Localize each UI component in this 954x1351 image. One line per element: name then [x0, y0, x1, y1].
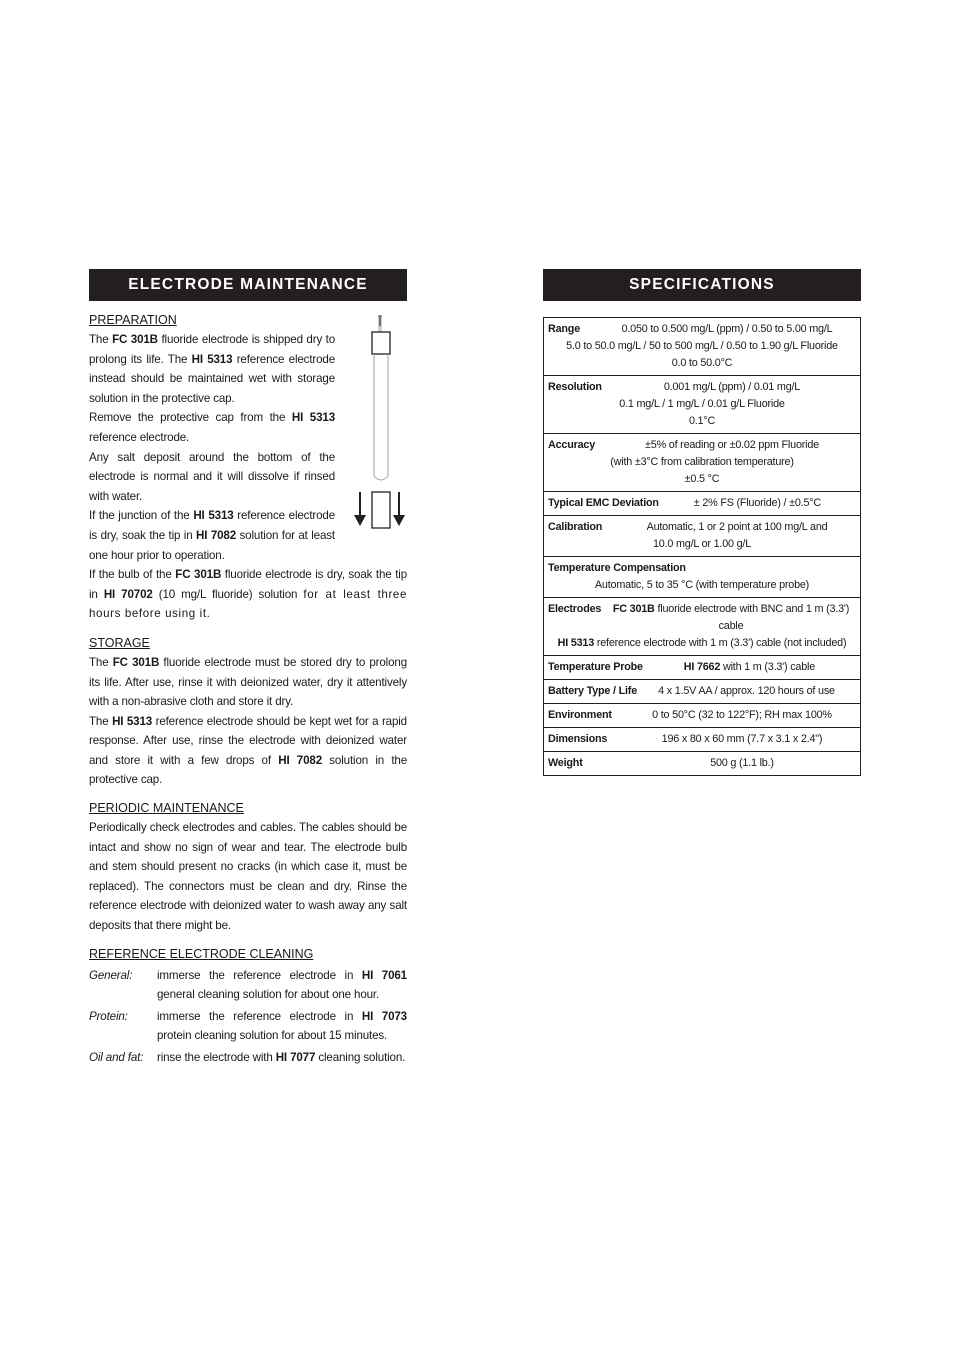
spec-label: Temperature Compensation	[548, 562, 686, 574]
spec-label: Calibration	[548, 521, 603, 533]
spec-row-dimensions	[544, 728, 861, 752]
spec-value-line: 0.1°C	[688, 415, 716, 427]
periodic-maintenance-title: PERIODIC MAINTENANCE	[89, 801, 244, 816]
specifications-table	[543, 317, 861, 776]
specifications-heading: SPECIFICATIONS	[543, 269, 861, 301]
spec-label: Typical EMC Deviation	[548, 497, 659, 509]
specifications-section	[543, 269, 861, 769]
spec-row-electrodes	[544, 598, 861, 656]
preparation-paragraph-5: If the bulb of the FC 301B fluoride electrode is dry, soak the tip in HI 70702 (10 mg/L fluoride) solution for at least three hours before using it.	[89, 568, 407, 621]
cleaning-row-general	[89, 966, 407, 1004]
cleaning-label: Protein:	[89, 1009, 128, 1023]
spec-label: Weight	[548, 757, 583, 769]
cleaning-text: rinse the electrode with HI 7077 cleaning solution.	[157, 1050, 406, 1064]
spec-row-environment	[544, 704, 861, 728]
spec-value: 0 to 50°C (32 to 122°F); RH max 100%	[652, 709, 832, 721]
spec-row-emc	[544, 492, 861, 516]
reference-cleaning-block	[89, 944, 407, 1067]
spec-value: Automatic, 1 or 2 point at 100 mg/L and	[646, 521, 828, 533]
storage-block	[89, 633, 407, 790]
spec-value-line: 5.0 to 50.0 mg/L / 50 to 500 mg/L / 0.50 to 1.90 g/L Fluoride	[566, 340, 838, 352]
periodic-maintenance-block	[89, 798, 407, 936]
cleaning-label: Oil and fat:	[89, 1050, 144, 1064]
spec-label: Battery Type / Life	[548, 685, 637, 697]
storage-paragraph-1: The FC 301B fluoride electrode must be stored dry to prolong its life. After use, rinse it with deionized water, dry it attentively with a non-abrasive cloth and store it dry.	[89, 655, 407, 709]
spec-label: Range	[548, 323, 580, 335]
reference-cleaning-title: REFERENCE ELECTRODE CLEANING	[89, 946, 314, 961]
spec-label: Temperature Probe	[548, 661, 643, 673]
spec-value: ± 2% FS (Fluoride) / ±0.5°C	[693, 497, 821, 509]
electrode-illustration	[354, 312, 409, 532]
spec-value: 4 x 1.5V AA / approx. 120 hours of use	[658, 685, 835, 697]
spec-value-line: 0.0 to 50.0°C	[671, 357, 733, 369]
preparation-block	[89, 310, 407, 624]
spec-value: FC 301B fluoride electrode with BNC and 1 m (3.3') cable	[612, 603, 850, 632]
spec-row-temperature-compensation	[544, 557, 861, 598]
periodic-maintenance-paragraph: Periodically check electrodes and cables. The cables should be intact and show no sign of wear and tear. The electrode bulb and stem should present no cracks (in which case it, must be replaced). The connectors must be clean and dry. Rinse the reference electrode with deionized water to wash away any salt deposits that there might be.	[89, 821, 407, 933]
spec-label: Dimensions	[548, 733, 608, 745]
preparation-paragraph-1: The FC 301B fluoride electrode is shipped dry to prolong its life. The HI 5313 reference electrode instead should be maintained wet with storage solution in the protective cap.	[89, 333, 335, 405]
spec-value: 500 g (1.1 lb.)	[710, 757, 774, 769]
cleaning-label: General:	[89, 968, 133, 982]
spec-row-resolution	[544, 376, 861, 434]
preparation-paragraph-4: If the junction of the HI 5313 reference electrode is dry, soak the tip in HI 7082 solution for at least one hour prior to operation.	[89, 509, 335, 562]
preparation-paragraph-2: Remove the protective cap from the HI 5313 reference electrode.	[89, 411, 335, 444]
cleaning-text: immerse the reference electrode in HI 7073 protein cleaning solution for about 15 minutes.	[157, 1009, 407, 1042]
preparation-title: PREPARATION	[89, 313, 177, 327]
storage-paragraph-2: The HI 5313 reference electrode should be kept wet for a rapid response. After use, rinse the electrode with deionized water and store it with a few drops of HI 7082 solution in the protective cap.	[89, 714, 408, 787]
preparation-paragraph-3: Any salt deposit around the bottom of the electrode is normal and it will dissolve if rinsed with water.	[89, 450, 335, 503]
spec-value-line: 10.0 mg/L or 1.00 g/L	[652, 538, 752, 550]
spec-value-line: (with ±3°C from calibration temperature)	[610, 456, 794, 468]
spec-row-weight	[544, 752, 861, 776]
spec-row-battery	[544, 680, 861, 704]
electrode-maintenance-section	[89, 269, 407, 1067]
spec-label: Resolution	[548, 381, 602, 393]
spec-value: 0.050 to 0.500 mg/L (ppm) / 0.50 to 5.00 mg/L	[621, 323, 833, 335]
spec-label: Electrodes	[548, 603, 602, 615]
spec-label: Accuracy	[548, 439, 596, 451]
spec-row-range	[544, 318, 861, 376]
spec-row-accuracy	[544, 434, 861, 492]
spec-row-calibration	[544, 516, 861, 557]
spec-value: Automatic, 5 to 35 °C (with temperature probe)	[594, 579, 810, 591]
spec-value-line: ±0.5 °C	[684, 473, 720, 485]
cleaning-row-protein	[89, 1007, 407, 1045]
spec-value-line: HI 5313 reference electrode with 1 m (3.3') cable (not included)	[557, 637, 847, 649]
cleaning-text: immerse the reference electrode in HI 7061 general cleaning solution for about one hour.	[157, 968, 407, 1001]
cleaning-row-oil-and-fat	[89, 1048, 407, 1067]
spec-value: 0.001 mg/L (ppm) / 0.01 mg/L	[663, 381, 801, 393]
spec-label: Environment	[548, 709, 612, 721]
spec-value-line: 0.1 mg/L / 1 mg/L / 0.01 g/L Fluoride	[619, 398, 785, 410]
spec-value: 196 x 80 x 60 mm (7.7 x 3.1 x 2.4")	[661, 733, 823, 745]
spec-row-temperature-probe	[544, 656, 861, 680]
spec-value: HI 7662 with 1 m (3.3') cable	[683, 661, 816, 673]
storage-title: STORAGE	[89, 635, 150, 650]
spec-value: ±5% of reading or ±0.02 ppm Fluoride	[645, 439, 819, 451]
maintenance-heading: ELECTRODE MAINTENANCE	[89, 269, 407, 301]
